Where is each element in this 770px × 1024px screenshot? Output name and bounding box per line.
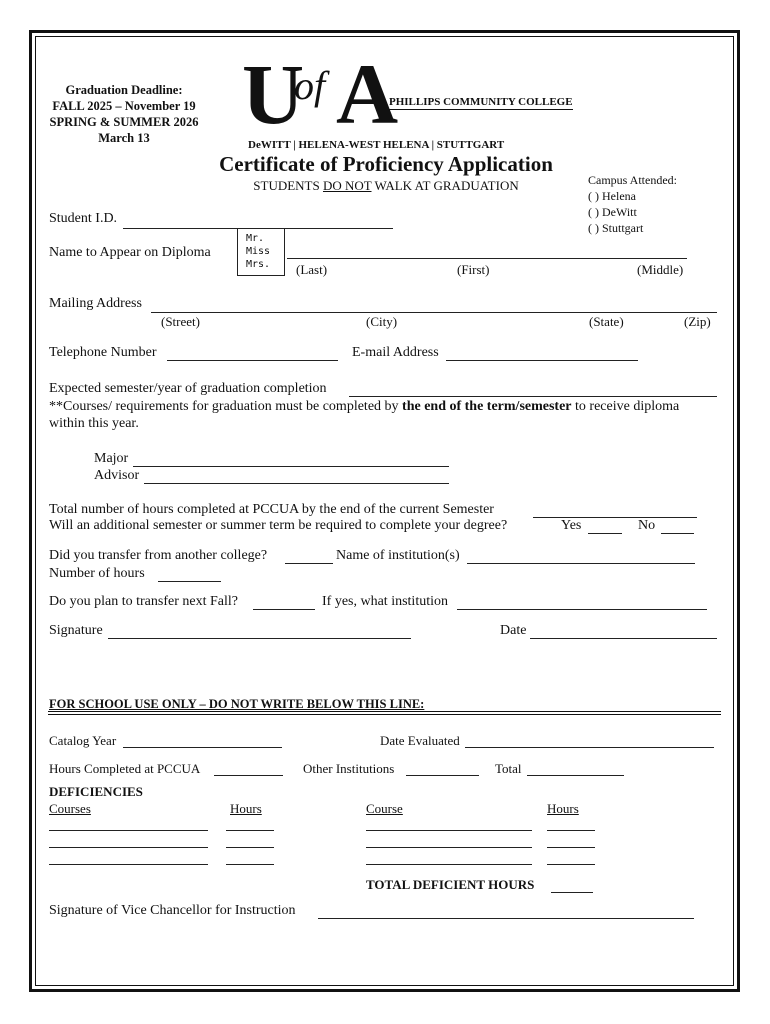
completion-note xyxy=(49,399,679,415)
campus-attended xyxy=(588,172,677,236)
additional-term-label: Will an additional semester or summer term be required to complete your degree? xyxy=(49,518,508,533)
name-part-middle: (Middle) xyxy=(637,262,684,277)
telephone-label: Telephone Number xyxy=(49,345,157,360)
institution-field[interactable] xyxy=(467,563,695,564)
plan-transfer-field[interactable] xyxy=(253,609,315,610)
title-option-mrs[interactable]: Mrs. xyxy=(246,259,271,270)
graduation-deadline xyxy=(38,82,210,146)
total-hours-field[interactable] xyxy=(533,517,697,518)
logo-campuses: DeWITT | HELENA-WEST HELENA | STUTTGART xyxy=(248,139,505,151)
hours-header-2: Hours xyxy=(547,801,579,816)
logo-letters-of: of xyxy=(294,63,326,108)
deficiency-hours-field[interactable] xyxy=(226,864,274,865)
advisor-field[interactable] xyxy=(144,483,449,484)
note-post: to receive diploma xyxy=(571,399,680,414)
if-yes-label: If yes, what institution xyxy=(322,594,448,609)
no-field[interactable] xyxy=(661,533,694,534)
diploma-name-field[interactable] xyxy=(287,258,687,259)
address-part-state: (State) xyxy=(589,314,624,329)
transfer-label: Did you transfer from another college? xyxy=(49,548,268,563)
date-field[interactable] xyxy=(530,638,717,639)
note-pre: **Courses/ requirements for graduation must be completed by xyxy=(49,399,403,414)
address-part-street: (Street) xyxy=(161,314,200,329)
school-use-rule-2 xyxy=(48,714,721,715)
deadline-fall: FALL 2025 – November 19 xyxy=(52,99,196,113)
deficiency-course-field[interactable] xyxy=(49,830,208,831)
catalog-year-label: Catalog Year xyxy=(49,733,117,748)
major-field[interactable] xyxy=(133,466,449,467)
yes-label: Yes xyxy=(561,518,582,533)
title-option-mr[interactable]: Mr. xyxy=(246,233,265,244)
telephone-field[interactable] xyxy=(167,360,338,361)
form-subtitle xyxy=(200,178,572,194)
other-institutions-field[interactable] xyxy=(406,775,479,776)
deadline-heading: Graduation Deadline: xyxy=(65,83,183,97)
address-part-zip: (Zip) xyxy=(684,314,711,329)
date-label: Date xyxy=(500,623,527,638)
campus-option-helena[interactable]: ( ) Helena xyxy=(588,189,636,203)
major-label: Major xyxy=(94,451,129,466)
deficiency-course-field[interactable] xyxy=(366,864,532,865)
deadline-spring: SPRING & SUMMER 2026 xyxy=(49,115,199,129)
deficiency-hours-field[interactable] xyxy=(547,847,595,848)
name-diploma-label: Name to Appear on Diploma xyxy=(49,245,211,260)
yes-field[interactable] xyxy=(588,533,622,534)
total-hours-label: Total number of hours completed at PCCUA by the end of the current Semester xyxy=(49,502,494,517)
campus-option-dewitt[interactable]: ( ) DeWitt xyxy=(588,205,637,219)
total-deficient-field[interactable] xyxy=(551,892,593,893)
deficiencies-heading: DEFICIENCIES xyxy=(49,784,143,799)
student-id-label: Student I.D. xyxy=(49,211,118,226)
transfer-field[interactable] xyxy=(285,563,333,564)
deficiency-hours-field[interactable] xyxy=(547,864,595,865)
deficiency-course-field[interactable] xyxy=(49,847,208,848)
if-yes-field[interactable] xyxy=(457,609,707,610)
course-header: Course xyxy=(366,801,403,816)
courses-header: Courses xyxy=(49,801,91,816)
logo-letter-a: A xyxy=(336,46,399,142)
logo-college-name: PHILLIPS COMMUNITY COLLEGE xyxy=(389,96,573,108)
subtitle-post: WALK AT GRADUATION xyxy=(371,178,519,193)
deficiency-hours-field[interactable] xyxy=(547,830,595,831)
plan-transfer-label: Do you plan to transfer next Fall? xyxy=(49,594,238,609)
deficiency-course-field[interactable] xyxy=(366,830,532,831)
name-part-last: (Last) xyxy=(296,262,328,277)
school-use-rule xyxy=(48,711,721,712)
total-deficient-label: TOTAL DEFICIENT HOURS xyxy=(366,877,535,892)
form-title: Certificate of Proficiency Application xyxy=(219,152,553,176)
title-option-miss[interactable]: Miss xyxy=(246,246,271,257)
signature-label: Signature xyxy=(49,623,103,638)
deficiency-hours-field[interactable] xyxy=(226,847,274,848)
date-evaluated-label: Date Evaluated xyxy=(380,733,460,748)
institution-label: Name of institution(s) xyxy=(336,548,460,563)
expected-graduation-field[interactable] xyxy=(349,396,717,397)
subtitle-emphasis: DO NOT xyxy=(322,178,372,193)
number-hours-label: Number of hours xyxy=(49,566,145,581)
campus-option-stuttgart[interactable]: ( ) Stuttgart xyxy=(588,221,644,235)
subtitle-pre: STUDENTS xyxy=(253,178,323,193)
catalog-year-field[interactable] xyxy=(123,747,282,748)
advisor-label: Advisor xyxy=(94,468,140,483)
address-part-city: (City) xyxy=(366,314,398,329)
deficiency-course-field[interactable] xyxy=(366,847,532,848)
no-label: No xyxy=(638,518,656,533)
logo-letter-u: U xyxy=(242,46,301,142)
title-options-box[interactable] xyxy=(237,228,285,276)
deficiency-hours-field[interactable] xyxy=(226,830,274,831)
number-hours-field[interactable] xyxy=(158,581,221,582)
hours-completed-field[interactable] xyxy=(214,775,283,776)
deadline-spring-date: March 13 xyxy=(98,131,150,145)
email-label: E-mail Address xyxy=(352,345,439,360)
completion-note-line2: within this year. xyxy=(49,416,139,431)
hours-header: Hours xyxy=(230,801,262,816)
date-evaluated-field[interactable] xyxy=(465,747,714,748)
college-logo xyxy=(236,46,573,158)
email-field[interactable] xyxy=(446,360,638,361)
mailing-address-field[interactable] xyxy=(151,312,717,313)
total-field[interactable] xyxy=(527,775,624,776)
vc-signature-label: Signature of Vice Chancellor for Instruction xyxy=(49,903,296,918)
hours-completed-label: Hours Completed at PCCUA xyxy=(49,761,201,776)
deficiency-course-field[interactable] xyxy=(49,864,208,865)
total-label: Total xyxy=(495,761,522,776)
other-institutions-label: Other Institutions xyxy=(303,761,395,776)
note-bold: the end of the term/semester xyxy=(402,399,572,414)
school-use-heading: FOR SCHOOL USE ONLY – DO NOT WRITE BELOW THIS LINE: xyxy=(49,697,425,711)
expected-graduation-label: Expected semester/year of graduation completion xyxy=(49,381,327,396)
mailing-address-label: Mailing Address xyxy=(49,296,142,311)
campus-heading: Campus Attended: xyxy=(588,173,677,187)
vc-signature-field[interactable] xyxy=(318,918,694,919)
signature-field[interactable] xyxy=(108,638,411,639)
name-part-first: (First) xyxy=(457,262,490,277)
